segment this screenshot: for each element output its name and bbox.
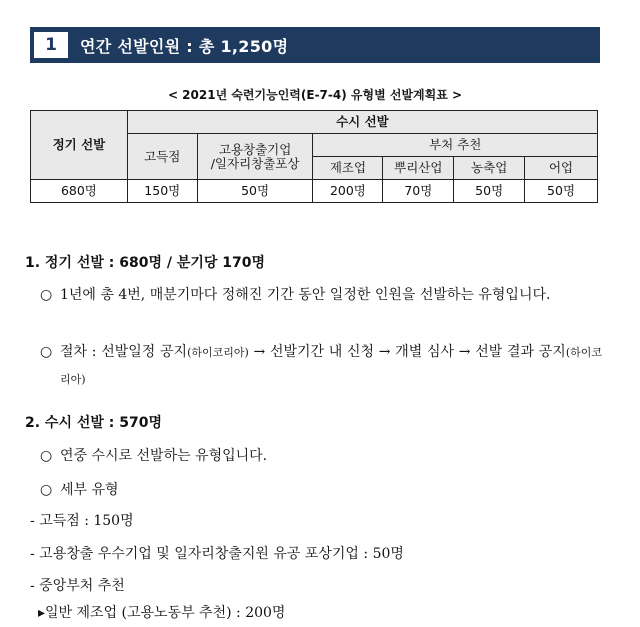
header-livestock: 농축업 xyxy=(454,157,525,180)
section1-bullet1 xyxy=(40,282,602,308)
bullet-mark: ○ xyxy=(40,287,53,303)
procedure-text-a: 절차 : 선발일정 공지 xyxy=(60,344,188,360)
section2-heading: 2. 수시 선발 : 570명 xyxy=(25,415,162,431)
header-fishery: 어업 xyxy=(525,157,598,180)
section2-bullet1 xyxy=(40,443,602,469)
section2-bullet2 xyxy=(40,477,602,503)
header-employment xyxy=(197,134,313,180)
header-regular: 정기 선발 xyxy=(31,111,128,180)
header-employment-line1: 고용창출기업 xyxy=(218,141,292,157)
header-ministry: 부처 추천 xyxy=(313,134,598,157)
section-banner xyxy=(30,27,600,63)
value-high-score: 150명 xyxy=(127,180,197,203)
value-regular: 680명 xyxy=(31,180,128,203)
value-livestock: 50명 xyxy=(454,180,525,203)
procedure-text-b: → 선발기간 내 신청 → 개별 심사 → 선발 결과 공지 xyxy=(248,344,566,360)
hikorea-note: (하이코리아) xyxy=(187,346,249,359)
header-manufacturing: 제조업 xyxy=(313,157,383,180)
selection-plan-table xyxy=(30,110,598,203)
hikorea-note: (하이코리아) xyxy=(60,346,602,386)
bullet-mark: ○ xyxy=(40,448,53,464)
bullet-mark: ○ xyxy=(40,482,53,498)
value-fishery: 50명 xyxy=(525,180,598,203)
section-number: 1 xyxy=(34,32,68,58)
section1-bullet2 xyxy=(40,339,602,393)
bullet-mark: ○ xyxy=(40,344,53,360)
list-item: ▸일반 제조업 (고용노동부 추천) : 200명 xyxy=(38,605,286,621)
section2-bullet2-text: 세부 유형 xyxy=(60,482,119,498)
list-item: - 고득점 : 150명 xyxy=(30,513,134,529)
list-item: - 중앙부처 추천 xyxy=(30,578,125,594)
section1-bullet1-text: 1년에 총 4번, 매분기마다 정해진 기간 동안 일정한 인원을 선발하는 유형입니다. xyxy=(60,287,551,303)
value-manufacturing: 200명 xyxy=(313,180,383,203)
section2-bullet1-text: 연중 수시로 선발하는 유형입니다. xyxy=(60,448,268,464)
header-root-industry: 뿌리산업 xyxy=(383,157,454,180)
value-root-industry: 70명 xyxy=(383,180,454,203)
value-employment: 50명 xyxy=(197,180,313,203)
section-title: 연간 선발인원 : 총 1,250명 xyxy=(80,36,289,56)
header-occasional: 수시 선발 xyxy=(127,111,597,134)
table-caption: < 2021년 숙련기능인력(E-7-4) 유형별 선발계획표 > xyxy=(167,88,463,102)
table-row xyxy=(31,180,598,203)
header-high-score: 고득점 xyxy=(127,134,197,180)
list-item: - 고용창출 우수기업 및 일자리창출지원 유공 포상기업 : 50명 xyxy=(30,546,404,562)
header-employment-line2: /일자리창출포상 xyxy=(210,155,300,171)
section1-heading: 1. 정기 선발 : 680명 / 분기당 170명 xyxy=(25,255,266,271)
